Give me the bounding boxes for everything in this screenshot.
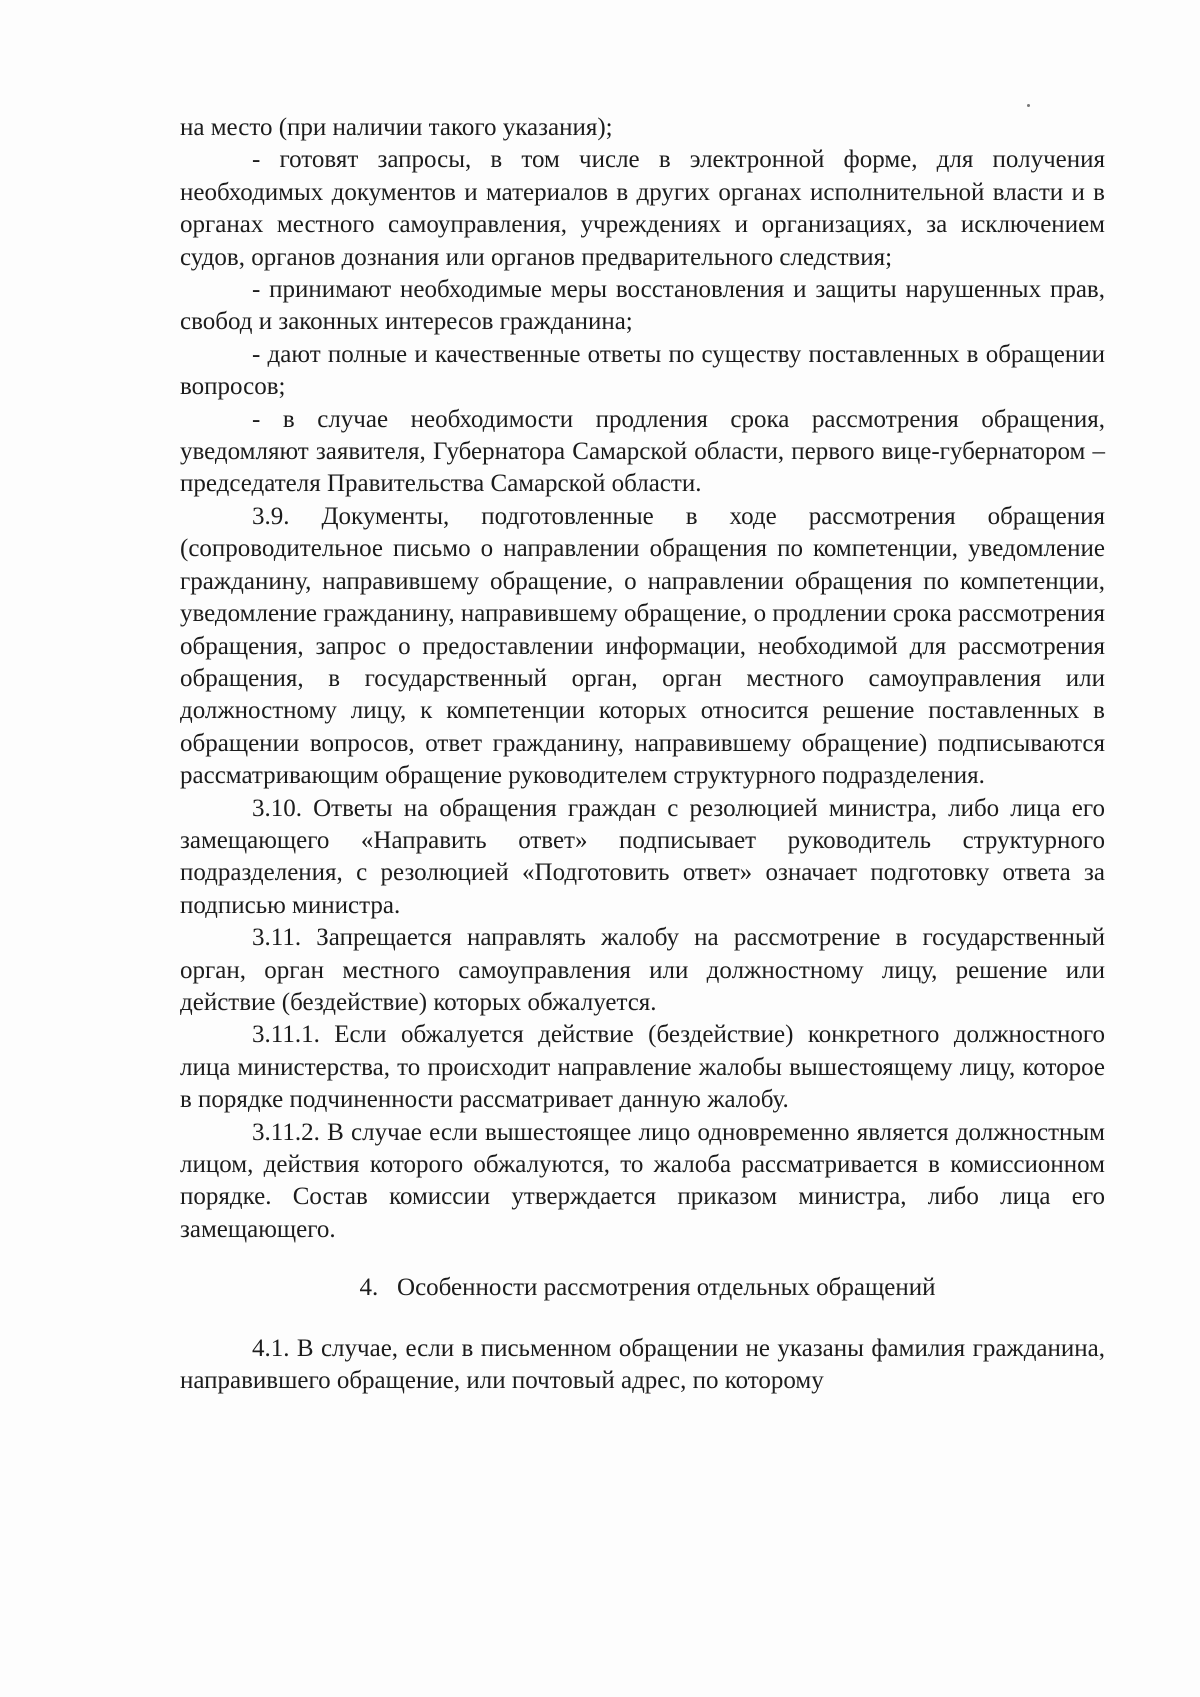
paragraph-4-1: 4.1. В случае, если в письменном обращении не указаны фамилия гражданина, направившего обращение, или почтовый адрес, по которому: [180, 1334, 1105, 1395]
paragraph-extension: - в случае необходимости продления срока рассмотрения обращения, уведомляют заявителя, Губернатора Самарской области, первого вице-губернатором – председателя Правительства Самарской области.: [180, 405, 1105, 498]
paragraph-requests: - готовят запросы, в том числе в электронной форме, для получения необходимых документов и материалов в других органах исполнительной власти и в органах местного самоуправления, учреждениях и организациях, за исключением судов, органов дознания или органов предварительного следствия;: [180, 146, 1105, 271]
paragraph-measures: - принимают необходимые меры восстановления и защиты нарушенных прав, свобод и законных интересов гражданина;: [180, 276, 1105, 336]
section-heading: 4. Особенности рассмотрения отдельных обращений: [359, 1274, 936, 1302]
paragraph-3-11-1: 3.11.1. Если обжалуется действие (бездействие) конкретного должностного лица министерства, то происходит направление жалобы вышестоящему лицу, которое в порядке подчиненности рассматривает данную жалобу.: [180, 1021, 1105, 1114]
paragraph-answers: - дают полные и качественные ответы по существу поставленных в обращении вопросов;: [180, 340, 1105, 401]
paragraph-3-10: 3.10. Ответы на обращения граждан с резолюцией министра, либо лица его замещающего «Направить ответ» подписывает руководитель структурного подразделения, с резолюцией «Подготовить ответ» означает подготовку ответа за подписью министра.: [180, 794, 1105, 919]
document-body: [180, 112, 1105, 1397]
paragraph-3-11-2: 3.11.2. В случае если вышестоящее лицо одновременно является должностным лицом, действия которого обжалуются, то жалоба рассматривается в комиссионном порядке. Состав комиссии утверждается приказом министра, либо лица его замещающего.: [180, 1118, 1105, 1243]
paragraph-continuation: на место (при наличии такого указания);: [180, 114, 613, 141]
scan-speck: [1027, 104, 1030, 107]
paragraph-3-9: 3.9. Документы, подготовленные в ходе рассмотрения обращения (сопроводительное письмо о направлении обращения по компетенции, уведомление гражданину, направившему обращение, о направлении обращения по компетенции, уведомление гражданину, направившему обращение, о продлении срока рассмотрения обращения, запрос о предоставлении информации, необходимой для рассмотрения обращения, в государственный орган, орган местного самоуправления или должностному лицу, к компетенции которых относится решение поставленных в обращении вопросов, ответ гражданину, направившему обращение) подписываются рассматривающим обращение руководителем структурного подразделения.: [180, 502, 1105, 790]
paragraph-3-11: 3.11. Запрещается направлять жалобу на рассмотрение в государственный орган, орган местного самоуправления или должностному лицу, решение или действие (бездействие) которых обжалуется.: [180, 924, 1105, 1016]
